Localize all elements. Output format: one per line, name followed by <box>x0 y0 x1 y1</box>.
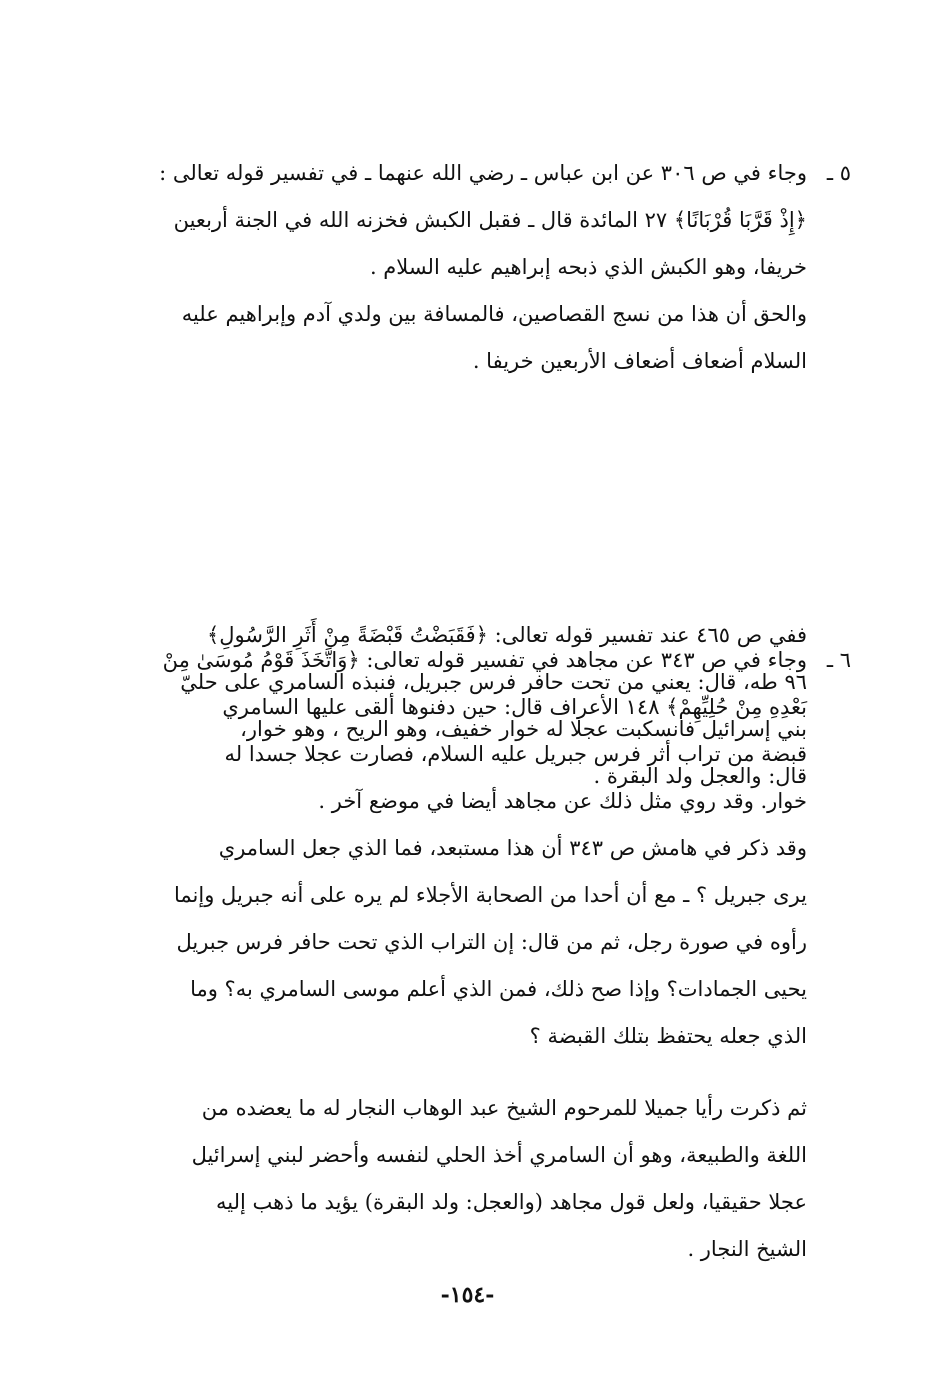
text-line: ثم ذكرت رأيا جميلا للمرحوم الشيخ عبد الوهاب النجار له ما يعضده من <box>201 1096 807 1120</box>
paragraph-najjar-opinion <box>125 1085 807 1273</box>
item-number: ٦ ـ <box>826 648 851 672</box>
text-line: وجاء في ص ٣٠٦ عن ابن عباس ـ رضي الله عنهما ـ في تفسير قوله تعالى : <box>159 161 807 185</box>
text-line: ﴿إِذْ قَرَّبَا قُرْبَانًا﴾ ٢٧ المائدة قال ـ فقبل الكبش فخزنه الله في الجنة أربعين <box>173 208 807 232</box>
text-line: عجلا حقيقيا، ولعل قول مجاهد (والعجل: ولد البقرة) يؤيد ما ذهب إليه <box>216 1190 807 1214</box>
text-line: الشيخ النجار . <box>687 1237 807 1261</box>
text-line: ففي ص ٤٦٥ عند تفسير قوله تعالى: ﴿فَقَبَضْتُ قَبْضَةً مِنْ أَثَرِ الرَّسُولِ﴾ <box>206 623 807 647</box>
text-line: بَعْدِهِ مِنْ حُلِيِّهِمْ﴾ ١٤٨ الأعراف قال: حين دفنوها ألقى عليها السامري <box>222 695 807 719</box>
text-line: خوار. وقد روي مثل ذلك عن مجاهد أيضا في موضع آخر . <box>318 789 807 813</box>
numbered-item-5 <box>125 150 851 385</box>
item-number: ٥ ـ <box>826 161 851 185</box>
paragraph-footnote-comment <box>125 825 807 1060</box>
text-line: وقد ذكر في هامش ص ٣٤٣ أن هذا مستبعد، فما الذي جعل السامري <box>218 836 807 860</box>
text-line: يرى جبريل ؟ ـ مع أن أحدا من الصحابة الأجلاء لم يره على أنه جبريل وإنما <box>174 883 807 907</box>
text-line: قال: والعجل ولد البقرة . <box>593 764 807 788</box>
text-line: يحيى الجمادات؟ وإذا صح ذلك، فمن الذي أعلم موسى السامري به؟ وما <box>190 977 807 1001</box>
text-line: والحق أن هذا من نسج القصاصين، فالمسافة بين ولدي آدم وإبراهيم عليه <box>181 302 807 326</box>
paragraph-taha <box>125 612 807 800</box>
page-number: -١٥٤- <box>440 1282 495 1308</box>
text-line: وجاء في ص ٣٤٣ عن مجاهد في تفسير قوله تعالى: ﴿وَاتَّخَذَ قَوْمُ مُوسَىٰ مِنْ <box>162 648 807 672</box>
text-line: قبضة من تراب أثر فرس جبريل عليه السلام، فصارت عجلا جسدا له <box>224 742 807 766</box>
text-line: رأوه في صورة رجل، ثم من قال: إن التراب الذي تحت حافر فرس جبريل <box>176 930 807 954</box>
text-line: بني إسرائيل فانسكبت عجلا له خوار خفيف، وهو الريح ، وهو خوار، <box>240 717 807 741</box>
text-line: الذي جعله يحتفظ بتلك القبضة ؟ <box>529 1024 807 1048</box>
text-line: ٩٦ طه، قال: يعني من تحت حافر فرس جبريل، فنبذه السامري على حليّ <box>180 670 807 694</box>
text-line: السلام أضعاف أضعاف الأربعين خريفا . <box>472 349 807 373</box>
text-line: خريفا، وهو الكبش الذي ذبحه إبراهيم عليه السلام . <box>369 255 807 279</box>
text-line: اللغة والطبيعة، وهو أن السامري أخذ الحلي لنفسه وأحضر لبني إسرائيل <box>191 1143 807 1167</box>
